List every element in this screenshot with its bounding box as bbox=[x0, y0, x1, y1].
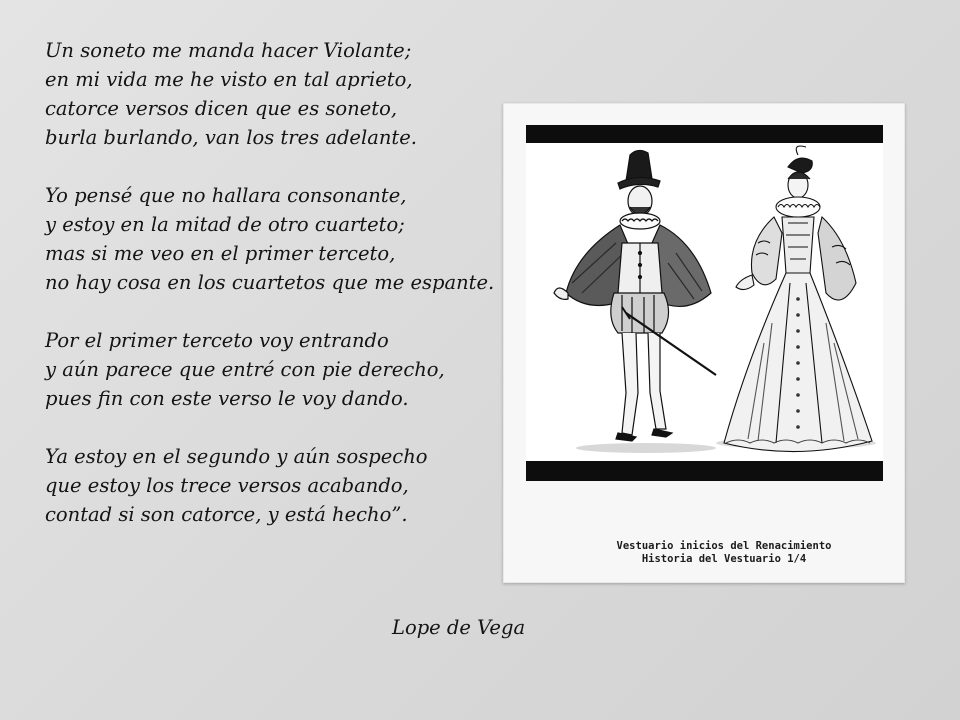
poem-line: en mi vida me he visto en tal aprieto, bbox=[45, 68, 413, 91]
poem-line: mas si me veo en el primer terceto, bbox=[45, 242, 396, 265]
stanza-gap bbox=[45, 297, 565, 326]
poem-line: catorce versos dicen que es soneto, bbox=[45, 97, 398, 120]
stanza-3 bbox=[45, 326, 565, 413]
renaissance-couple-drawing bbox=[526, 143, 883, 461]
stanza-2 bbox=[45, 181, 565, 297]
poem-line: Por el primer terceto voy entrando bbox=[45, 329, 389, 352]
woman-figure bbox=[724, 146, 872, 452]
costume-illustration bbox=[526, 125, 883, 481]
poem-line: no hay cosa en los cuartetos que me espante. bbox=[45, 271, 495, 294]
poem-line: y aún parece que entré con pie derecho, bbox=[45, 358, 445, 381]
poem-line: contad si son catorce, y está hecho”. bbox=[45, 503, 408, 526]
sonnet-text bbox=[45, 36, 565, 529]
photo-top-band bbox=[526, 125, 883, 143]
poem-line: pues fin con este verso le voy dando. bbox=[45, 387, 409, 410]
caption-line-1: Vestuario inicios del Renacimiento bbox=[616, 540, 832, 552]
poem-line: Ya estoy en el segundo y aún sospecho bbox=[45, 445, 428, 468]
stanza-4 bbox=[45, 442, 565, 529]
poem-line: que estoy los trece versos acabando, bbox=[45, 474, 409, 497]
man-figure bbox=[554, 150, 716, 441]
stanza-1 bbox=[45, 36, 565, 152]
poem-line: burla burlando, van los tres adelante. bbox=[45, 126, 417, 149]
author-name: Lope de Vega bbox=[392, 616, 526, 639]
caption-line-2: Historia del Vestuario 1/4 bbox=[641, 553, 807, 565]
poem-line: Un soneto me manda hacer Violante; bbox=[45, 39, 412, 62]
poem-line: Yo pensé que no hallara consonante, bbox=[45, 184, 407, 207]
stanza-gap bbox=[45, 152, 565, 181]
poem-line: y estoy en la mitad de otro cuarteto; bbox=[45, 213, 405, 236]
stanza-gap bbox=[45, 413, 565, 442]
figure-caption bbox=[503, 540, 905, 566]
photo-bottom-band bbox=[526, 461, 883, 481]
